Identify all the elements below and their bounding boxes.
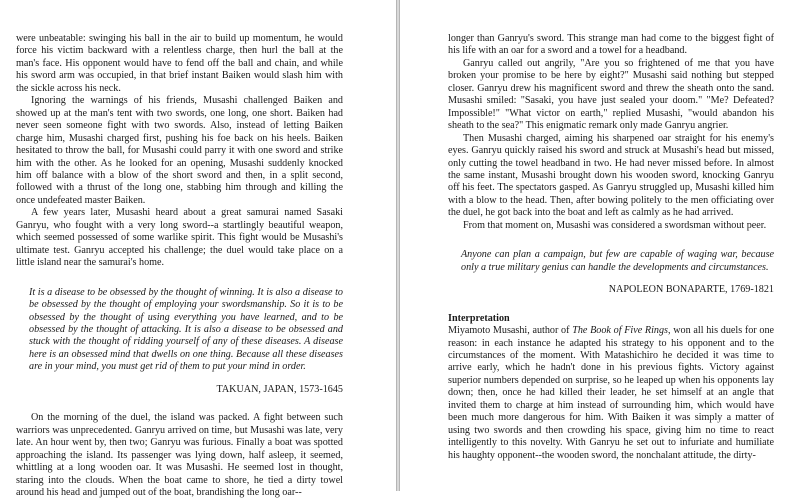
left-paragraph-4: On the morning of the duel, the island was packed. A fight between such warriors was unprecedented. Ganryu arrived on time, but Musashi was late, very late. An hour went by, then two; Ganryu was furious. Finally a boat was spotted approaching the island. Its passenger was lying down, half asleep, it seemed, whittling at a long wooden oar. It was Musashi. He seemed lost in thought, staring into the clouds. When the boat came to shore, he tied a dirty towel around his head and jumped out of the boat, brandishing the long oar-- [16,412,343,498]
right-paragraph-3: Then Musashi charged, aiming his sharpened oar straight for his enemy's eyes. Ganryu quickly raised his sword and struck at Musashi's head but missed, only cutting the towel headband in two. He had never missed before. In almost the same instant, Musashi brought down his wooden sword, knocking Ganryu off his feet. The spectators gasped. As Ganryu struggled up, Musashi killed him with a blow to the head. Then, after bowing politely to the men officiating over the duel, he got back into the boat and left as calmly as he had arrived. [448,132,774,219]
left-paragraph-3: A few years later, Musashi heard about a great samurai named Sasaki Ganryu, who fought with a very long sword--a startlingly beautiful weapon, which seemed possessed of some warlike spirit. This fight would be Musashi's ultimate test. Ganryu accepted his challenge; the duel would take place on a little island near the samurai's home. [16,207,343,269]
left-page [0,0,396,498]
interpretation-paragraph [448,325,774,462]
left-paragraph-2: Ignoring the warnings of his friends, Musashi challenged Baiken and showed up at the man's tent with two swords, one long, one short. Baiken had never seen someone fight with two swords. Also, instead of letting Baiken charge him, Musashi charged first, pushing his foe back on his heels. Baiken hesitated to throw the ball, for Musashi could parry it with one sword and strike him with the other. As he looked for an opening, Musashi suddenly knocked him off balance with a blow of the short sword and then, in a split second, followed with a thrust of the long one, stabbing him through and killing the once undefeated master Baiken. [16,95,343,206]
book-title: The Book of Five Rings [572,325,668,337]
takuan-quote: It is a disease to be obsessed by the thought of winning. It is also a disease to be obsessed by the thought of employing your swordsmanship. So it is to be obsessed by the thought of using everything you have learned, and to be obsessed by the thought of attacking. It is also a disease to be obsessed and stuck with the thought of ridding yourself of any of these diseases. A disease here is an obsessed mind that dwells on one thing. Because all these diseases are in your mind, you must get rid of them to put your mind in order. [29,286,343,373]
right-paragraph-1: longer than Ganryu's sword. This strange man had come to the biggest fight of his life with an oar for a sword and a towel for a headband. [448,33,774,57]
right-paragraph-2: Ganryu called out angrily, "Are you so frightened of me that you have broken your promise to be here by eight?" Musashi said nothing but stepped closer. Ganryu drew his magnificent sword and threw the sheath onto the sand. Musashi smiled: "Sasaki, you have just sealed your doom." "Me? Defeated? Impossible!" "What victor on earth," replied Musashi, "would abandon his sheath to the sea?" This enigmatic remark only made Ganryu angrier. [448,57,774,132]
interpretation-text: , won all his duels for one reason: in each instance he adapted his strategy to his opponent and to the circumstances of the moment. With Matashichiro he decided it was time to arrive early, which he hadn't done in his previous fights. Victory against superior numbers depended on surprise, so he leaped up when his opponents lay down; then, once he had killed their leader, he set himself at an angle that invited them to charge at him instead of surrounding him, which would have been much more dangerous for him. With Baiken it was simply a matter of using two swords and then crowding his space, giving him no time to react intelligently to this novelty. With Ganryu he set out to infuriate and humiliate his haughty opponent--the wooden sword, the nonchalant attitude, the dirty- [448,325,775,461]
left-paragraph-1: were unbeatable: swinging his ball in the air to build up momentum, he would force his victim backward with a relentless charge, then hurl the ball at the man's face. His opponent would have to fend off the ball and chain, and while his sword arm was occupied, in that brief instant Baiken would slash him with the sickle across his neck. [16,33,343,94]
napoleon-quote: Anyone can plan a campaign, but few are capable of waging war, because only a true military genius can handle the developments and circumstances. [461,249,774,273]
right-page-text [448,33,774,462]
takuan-attribution: TAKUAN, JAPAN, 1573-1645 [216,383,343,395]
right-page [400,0,795,491]
napoleon-attribution: NAPOLEON BONAPARTE, 1769-1821 [608,284,774,296]
section-heading: Interpretation [448,312,510,324]
left-page-text [16,33,343,499]
interpretation-prefix: Miyamoto Musashi, author of [448,325,573,337]
right-paragraph-4: From that moment on, Musashi was considered a swordsman without peer. [463,219,767,231]
